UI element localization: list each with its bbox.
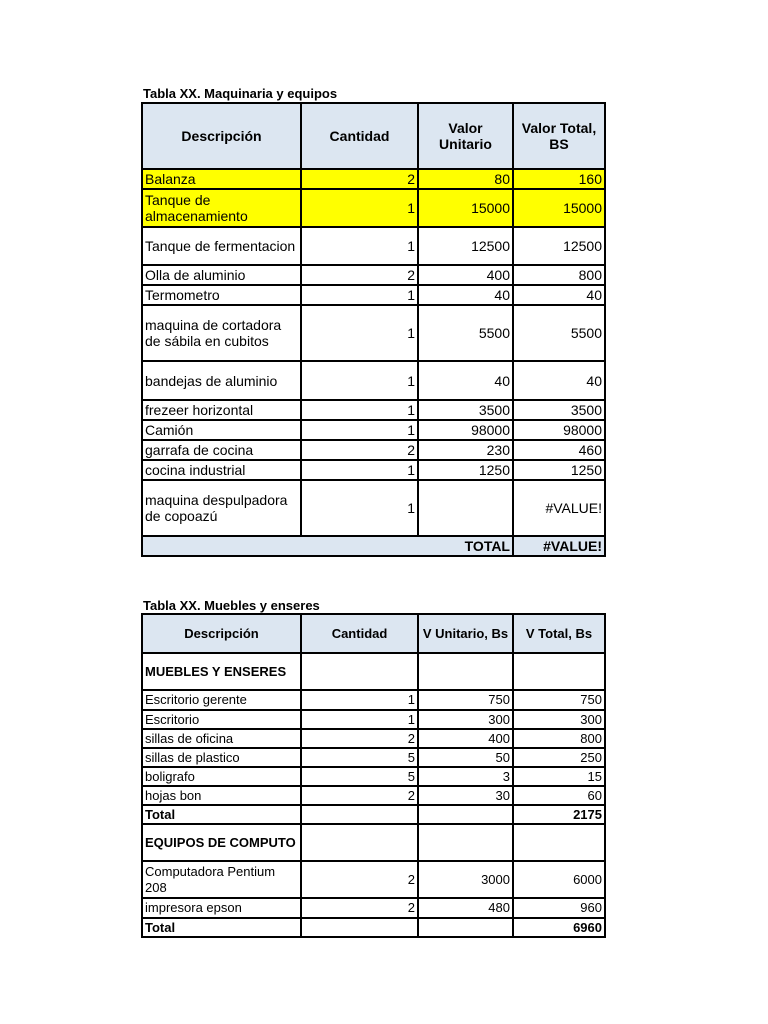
item-quantity: 5 <box>301 767 418 786</box>
section-total-value: 2175 <box>513 805 605 824</box>
header-descripcion: Descripción <box>142 103 301 169</box>
table2-caption: Tabla XX. Muebles y enseres <box>143 598 320 613</box>
item-unit-value: 12500 <box>418 227 513 265</box>
item-unit-value: 3500 <box>418 400 513 420</box>
section-title: MUEBLES Y ENSERES <box>142 653 301 690</box>
section-total-label: Total <box>142 805 301 824</box>
item-total-value: 40 <box>513 361 605 400</box>
item-description: hojas bon <box>142 786 301 805</box>
item-total-value: 250 <box>513 748 605 767</box>
empty-cell <box>418 805 513 824</box>
item-quantity: 1 <box>301 227 418 265</box>
item-quantity: 2 <box>301 898 418 918</box>
item-description: Escritorio <box>142 710 301 729</box>
item-description: impresora epson <box>142 898 301 918</box>
empty-cell <box>301 805 418 824</box>
total-label: TOTAL <box>142 536 513 556</box>
table-row <box>142 285 605 305</box>
item-unit-value: 30 <box>418 786 513 805</box>
item-quantity: 1 <box>301 400 418 420</box>
item-unit-value: 5500 <box>418 305 513 361</box>
item-unit-value: 230 <box>418 440 513 460</box>
item-description: sillas de plastico <box>142 748 301 767</box>
item-total-value: 1250 <box>513 460 605 480</box>
item-total-value: #VALUE! <box>513 480 605 536</box>
item-unit-value: 750 <box>418 690 513 710</box>
item-total-value: 15 <box>513 767 605 786</box>
header-cantidad: Cantidad <box>301 103 418 169</box>
table-row <box>142 898 605 918</box>
item-quantity: 1 <box>301 710 418 729</box>
item-quantity: 2 <box>301 265 418 285</box>
empty-cell <box>418 653 513 690</box>
machinery-table <box>141 102 606 557</box>
item-total-value: 12500 <box>513 227 605 265</box>
item-total-value: 300 <box>513 710 605 729</box>
item-total-value: 5500 <box>513 305 605 361</box>
item-quantity: 2 <box>301 786 418 805</box>
empty-cell <box>513 824 605 861</box>
item-total-value: 15000 <box>513 189 605 227</box>
empty-cell <box>418 918 513 937</box>
item-unit-value: 400 <box>418 265 513 285</box>
table1-header-row <box>142 103 605 169</box>
item-unit-value: 50 <box>418 748 513 767</box>
item-description: maquina despulpadora de copoazú <box>142 480 301 536</box>
item-unit-value: 3000 <box>418 861 513 898</box>
header-cantidad: Cantidad <box>301 614 418 653</box>
item-total-value: 98000 <box>513 420 605 440</box>
item-total-value: 460 <box>513 440 605 460</box>
table-row <box>142 189 605 227</box>
item-unit-value: 480 <box>418 898 513 918</box>
empty-cell <box>301 918 418 937</box>
item-total-value: 6000 <box>513 861 605 898</box>
item-quantity: 1 <box>301 361 418 400</box>
section-title-row <box>142 824 605 861</box>
item-description: Balanza <box>142 169 301 189</box>
total-value: #VALUE! <box>513 536 605 556</box>
item-description: Escritorio gerente <box>142 690 301 710</box>
table-row <box>142 265 605 285</box>
item-total-value: 960 <box>513 898 605 918</box>
item-unit-value: 400 <box>418 729 513 748</box>
table-row <box>142 169 605 189</box>
header-v-total: V Total, Bs <box>513 614 605 653</box>
item-unit-value: 80 <box>418 169 513 189</box>
item-description: cocina industrial <box>142 460 301 480</box>
item-total-value: 3500 <box>513 400 605 420</box>
item-description: Tanque de almacenamiento <box>142 189 301 227</box>
item-quantity: 2 <box>301 729 418 748</box>
item-unit-value: 3 <box>418 767 513 786</box>
header-valor-unitario: Valor Unitario <box>418 103 513 169</box>
header-descripcion: Descripción <box>142 614 301 653</box>
furniture-table <box>141 613 606 938</box>
table-row <box>142 440 605 460</box>
table-row <box>142 460 605 480</box>
item-quantity: 1 <box>301 420 418 440</box>
item-description: Computadora Pentium 208 <box>142 861 301 898</box>
table-row <box>142 420 605 440</box>
item-quantity: 1 <box>301 305 418 361</box>
table-row <box>142 767 605 786</box>
item-unit-value: 40 <box>418 285 513 305</box>
item-description: sillas de oficina <box>142 729 301 748</box>
item-quantity: 1 <box>301 690 418 710</box>
item-total-value: 160 <box>513 169 605 189</box>
item-quantity: 2 <box>301 169 418 189</box>
section-title: EQUIPOS DE COMPUTO <box>142 824 301 861</box>
table-row <box>142 480 605 536</box>
table1-caption: Tabla XX. Maquinaria y equipos <box>143 86 338 101</box>
section-title-row <box>142 653 605 690</box>
item-quantity: 1 <box>301 480 418 536</box>
item-unit-value: 1250 <box>418 460 513 480</box>
empty-cell <box>301 824 418 861</box>
section-total-row <box>142 918 605 937</box>
table2-header-row <box>142 614 605 653</box>
table-row <box>142 361 605 400</box>
section-total-row <box>142 805 605 824</box>
table-row <box>142 729 605 748</box>
item-description: Tanque de fermentacion <box>142 227 301 265</box>
item-description: maquina de cortadora de sábila en cubitos <box>142 305 301 361</box>
item-description: frezeer horizontal <box>142 400 301 420</box>
item-description: Camión <box>142 420 301 440</box>
item-quantity: 1 <box>301 285 418 305</box>
header-valor-total: Valor Total, BS <box>513 103 605 169</box>
item-description: boligrafo <box>142 767 301 786</box>
item-description: bandejas de aluminio <box>142 361 301 400</box>
item-total-value: 800 <box>513 729 605 748</box>
table-row <box>142 305 605 361</box>
total-row <box>142 536 605 556</box>
section-total-label: Total <box>142 918 301 937</box>
item-quantity: 2 <box>301 861 418 898</box>
item-description: Termometro <box>142 285 301 305</box>
table-row <box>142 690 605 710</box>
item-total-value: 40 <box>513 285 605 305</box>
item-description: Olla de aluminio <box>142 265 301 285</box>
table-row <box>142 227 605 265</box>
item-total-value: 750 <box>513 690 605 710</box>
table-row <box>142 861 605 898</box>
item-total-value: 800 <box>513 265 605 285</box>
empty-cell <box>301 653 418 690</box>
empty-cell <box>418 824 513 861</box>
item-description: garrafa de cocina <box>142 440 301 460</box>
table-row <box>142 710 605 729</box>
header-v-unitario: V Unitario, Bs <box>418 614 513 653</box>
item-quantity: 5 <box>301 748 418 767</box>
table-row <box>142 748 605 767</box>
table-row <box>142 400 605 420</box>
item-total-value: 60 <box>513 786 605 805</box>
item-unit-value: 40 <box>418 361 513 400</box>
item-quantity: 1 <box>301 460 418 480</box>
table-row <box>142 786 605 805</box>
item-unit-value <box>418 480 513 536</box>
item-unit-value: 98000 <box>418 420 513 440</box>
item-quantity: 2 <box>301 440 418 460</box>
item-quantity: 1 <box>301 189 418 227</box>
item-unit-value: 15000 <box>418 189 513 227</box>
section-total-value: 6960 <box>513 918 605 937</box>
item-unit-value: 300 <box>418 710 513 729</box>
empty-cell <box>513 653 605 690</box>
